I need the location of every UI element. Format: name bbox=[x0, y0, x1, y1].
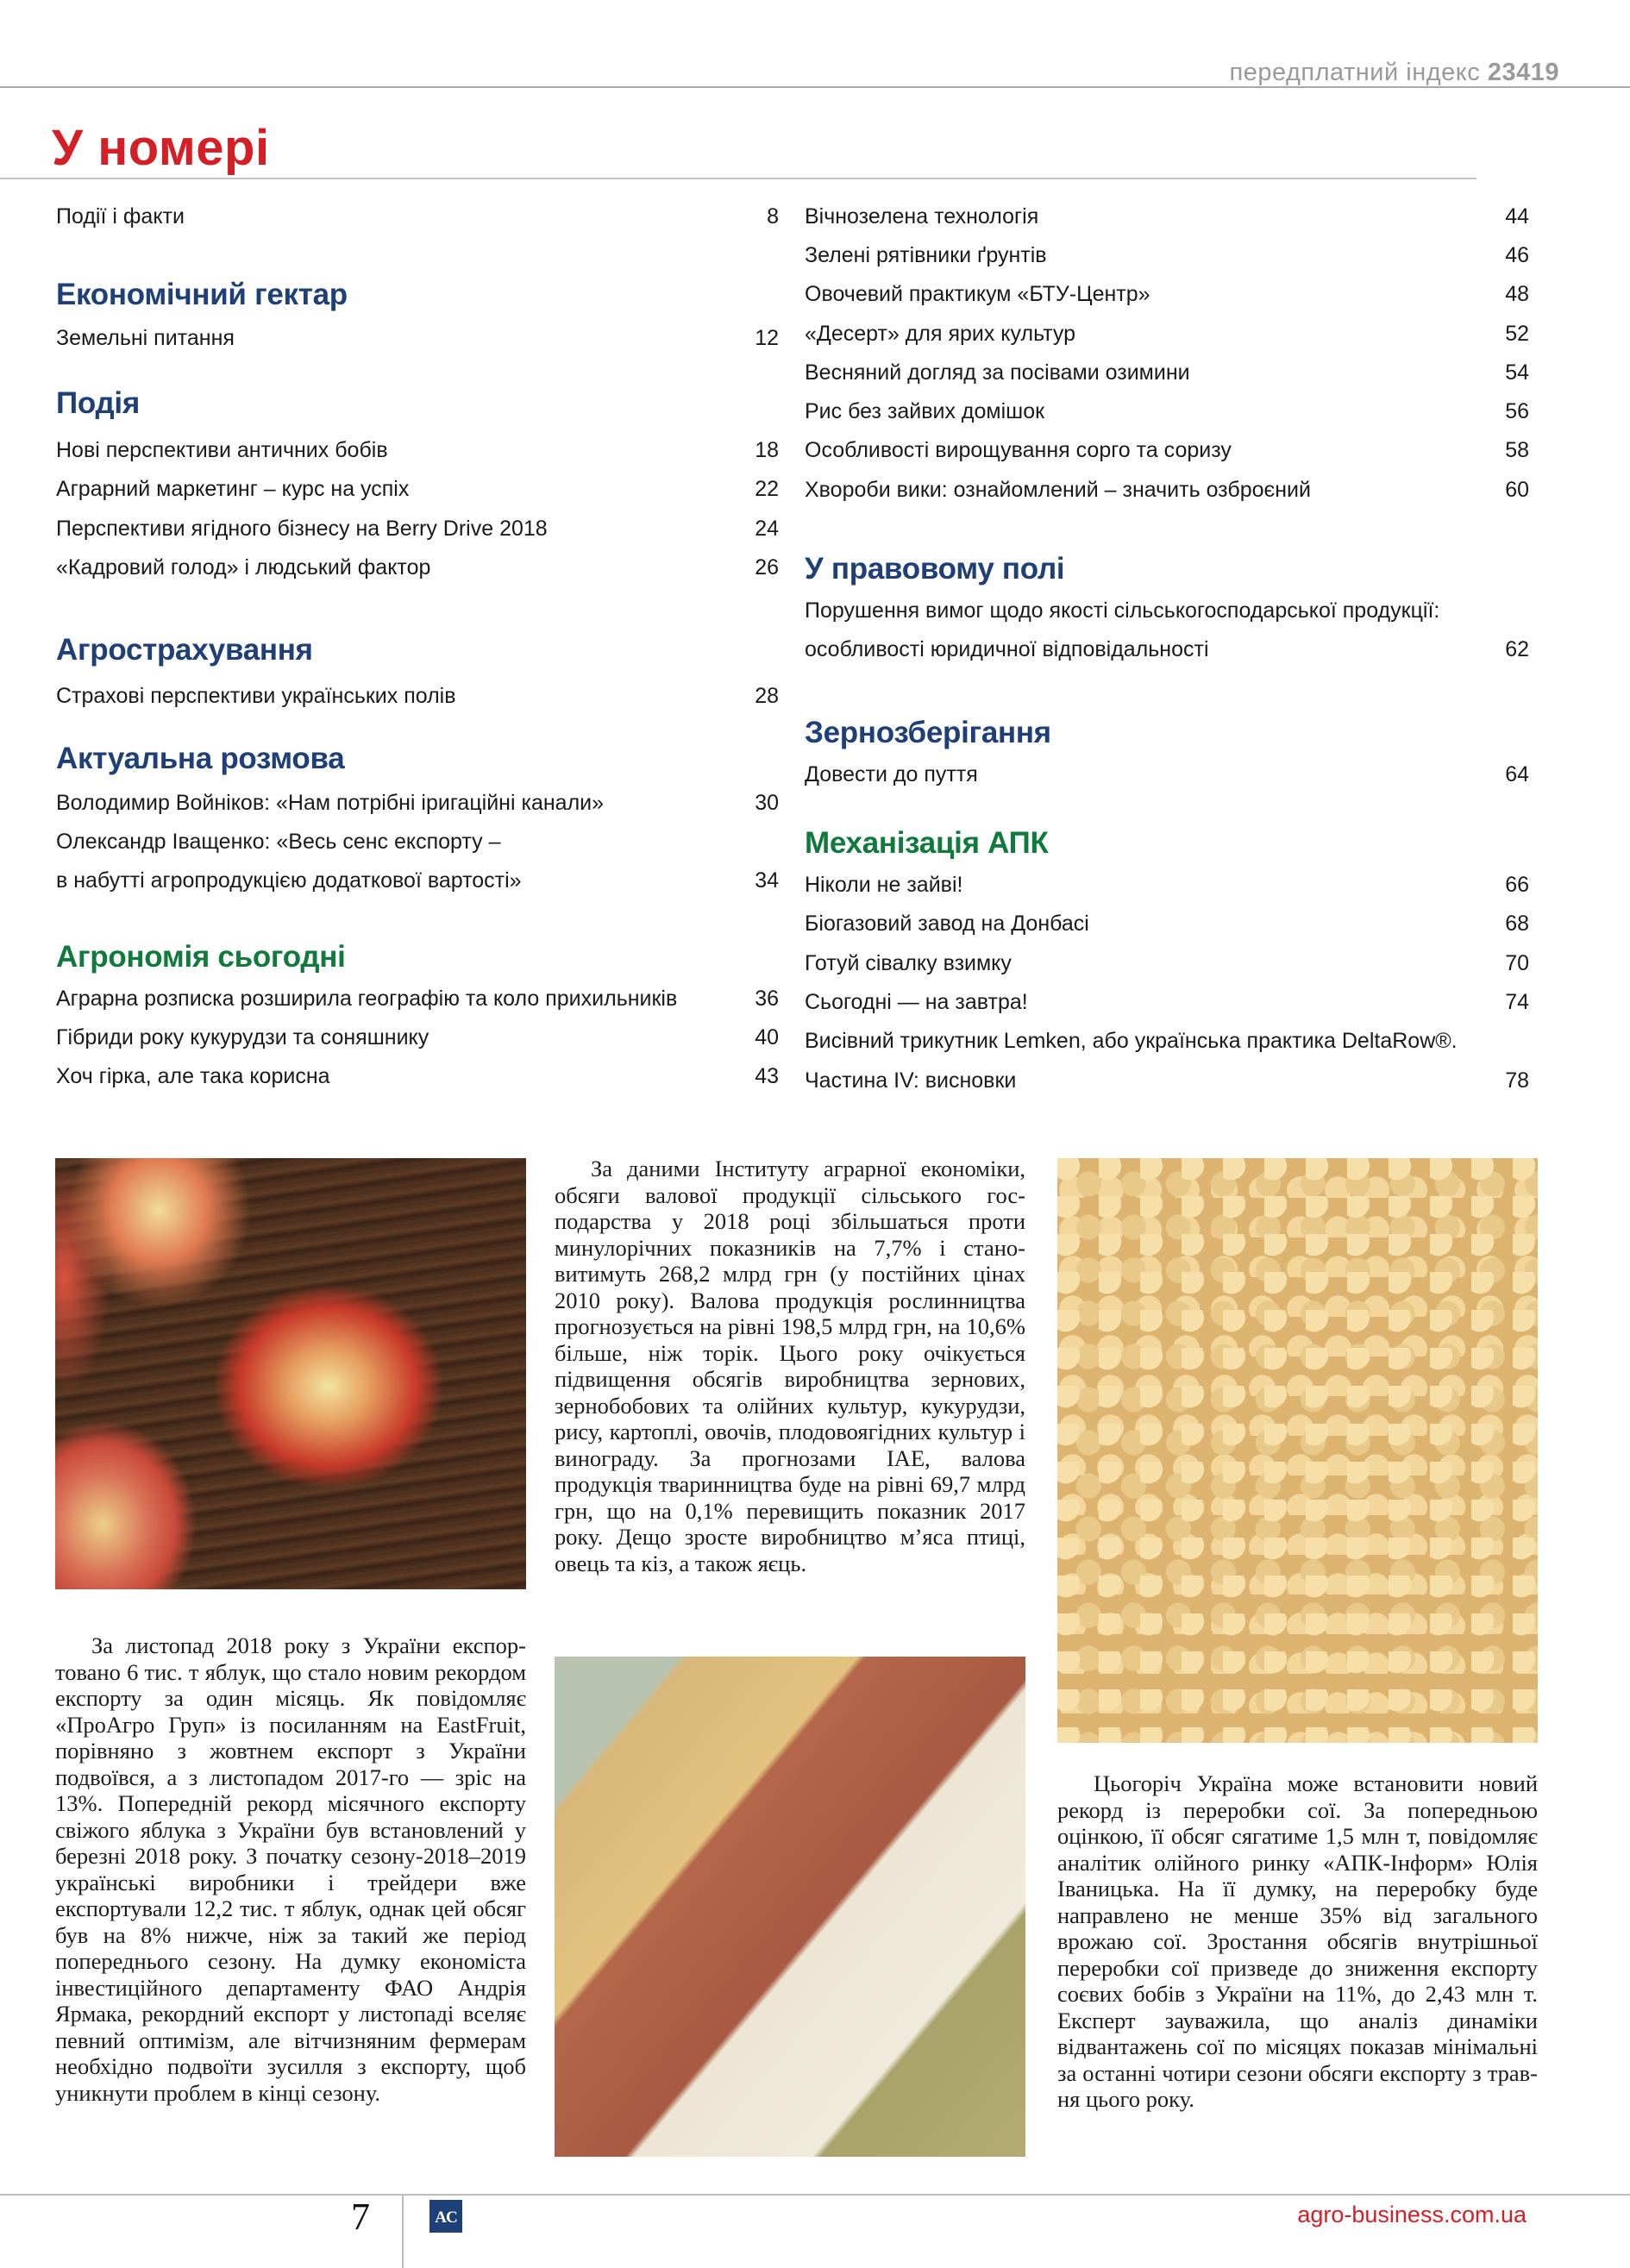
beans-photo bbox=[555, 1657, 1025, 2157]
toc-entry-page: 54 bbox=[1505, 360, 1529, 385]
toc-entry-page: 30 bbox=[755, 791, 779, 815]
article-apple-exports-text: За листопад 2018 року з України експортовано 6 тис. т яблук, що стало новим рекордом експорту за один місяць. Як повідомляє «ПроАгро Груп» із посиланням на EastFruit, порівняно з жовтнем експорт з України подвоївся, а з листопадом 2017-го — зріс на 13%. Попередній рекорд місячного експорту свіжого яблука з України був встановлений у березні 2018 року. З початку сезону-2018–2019 українські виробники і трейдери вже експортували 12,2 тис. т яблук, однак цей обсяг був на 8% нижче, ніж за такий же період попереднього сезону. На думку економіста інвестиційного департаменту ФАО Андрія Ярмака, рекордний експорт у листопаді вселяє певний оптимізм, але вітчизняним фермерам необхідно подвоїти зусилля з експорту, щоб уникнути проблем в кінці сезону. bbox=[55, 1632, 526, 2106]
toc-entry-title: Страхові перспективи українських полів bbox=[56, 684, 456, 708]
toc-entry-title: Перспективи ягідного бізнесу на Berry Drive 2018 bbox=[56, 517, 548, 541]
footer-rule bbox=[0, 2194, 1630, 2196]
toc-entry-title: Весняний догляд за посівами озимини bbox=[805, 360, 1190, 385]
toc-entry-page: 74 bbox=[1505, 990, 1529, 1014]
toc-entry-page: 70 bbox=[1505, 951, 1529, 975]
toc-section-heading: Економічний гектар bbox=[56, 278, 348, 311]
toc-entry-title: Володимир Войніков: «Нам потрібні іригаційні канали» bbox=[56, 791, 605, 815]
toc-entry-title: «Десерт» для ярих культур bbox=[805, 322, 1075, 346]
toc-entry-page: 64 bbox=[1505, 762, 1529, 786]
toc-entry-title: Аграрна розписка розширила географію та коло прихильників bbox=[56, 987, 678, 1011]
toc-entry-page: 56 bbox=[1505, 399, 1529, 423]
toc-entry-page: 18 bbox=[755, 438, 779, 462]
toc-entry-title: Нові перспективи античних бобів bbox=[56, 438, 388, 462]
toc-entry-page: 22 bbox=[755, 477, 779, 501]
toc-entry-title: Особливості вирощування сорго та соризу bbox=[805, 438, 1232, 462]
toc-entry-page: 48 bbox=[1505, 282, 1529, 306]
article-soy-processing-text: Цьогоріч Україна може встановити новий рекорд із переробки сої. За попередньою оцінкою, її обсяг сягатиме 1,5 млн т, повідомляє аналітик олійного ринку «АПК-Інформ» Юлія Іваницька. На її думку, на переробку буде направлено не менше 35% від загального врожаю сої. Зростання обсягів внутрішньої переробки сої призведе до зниження експорту соєвих бобів з України на 11%, до 2,43 млн т. Експерт зауважила, що аналіз динаміки відвантажень сої по місяцях показав мінімальні за останні чотири сезони обсяги експорту з травня цього року. bbox=[1057, 1770, 1538, 2112]
toc-entry-title: особливості юридичної відповідальності bbox=[805, 637, 1209, 661]
subscription-index bbox=[1230, 59, 1559, 87]
toc-section-heading: Агрострахування bbox=[56, 633, 313, 667]
toc-entry-title: Висівний трикутник Lemken, або українська практика DeltaRow®. bbox=[805, 1029, 1458, 1053]
toc-entry-page: 24 bbox=[755, 517, 779, 541]
soybeans-photo bbox=[1057, 1158, 1538, 1743]
article-apple-exports bbox=[55, 1632, 526, 2106]
toc-entry-title: Земельні питання bbox=[56, 326, 235, 350]
toc-title: У номері bbox=[52, 120, 270, 176]
toc-section-heading: Подія bbox=[56, 386, 140, 420]
toc-section-heading: Актуальна розмова bbox=[56, 742, 345, 775]
toc-entry-page: 44 bbox=[1505, 204, 1529, 229]
toc-entry-page: 43 bbox=[755, 1064, 779, 1088]
toc-entry-title: Хвороби вики: ознайомлений – значить озброєний bbox=[805, 478, 1311, 502]
toc-entry-page: 66 bbox=[1505, 873, 1529, 897]
subscription-number: 23419 bbox=[1487, 59, 1559, 86]
toc-entry-page: 12 bbox=[755, 326, 779, 350]
toc-entry-page: 52 bbox=[1505, 322, 1529, 346]
toc-entry-page: 68 bbox=[1505, 912, 1529, 936]
article-iae-forecast bbox=[555, 1156, 1025, 1576]
ac-logo-icon: AC bbox=[429, 2200, 462, 2233]
toc-entry-title: Олександр Іващенко: «Весь сенс експорту – bbox=[56, 830, 501, 854]
toc-entry-title: Рис без зайвих домішок bbox=[805, 399, 1045, 423]
footer-divider bbox=[402, 2194, 404, 2268]
apples-photo bbox=[55, 1158, 526, 1589]
toc-entry-title: Біогазовий завод на Донбасі bbox=[805, 912, 1089, 936]
toc-entry-page: 40 bbox=[755, 1025, 779, 1049]
article-soy-processing bbox=[1057, 1770, 1538, 2113]
toc-entry-title: Зелені рятівники ґрунтів bbox=[805, 243, 1047, 267]
toc-entry-title: Хоч гірка, але така корисна bbox=[56, 1064, 330, 1088]
toc-entry-title: Події і факти bbox=[56, 204, 185, 229]
toc-entry-title: Вічнозелена технологія bbox=[805, 204, 1039, 229]
toc-entry-page: 78 bbox=[1505, 1068, 1529, 1093]
toc-entry-page: 8 bbox=[767, 204, 779, 229]
toc-entry-page: 26 bbox=[755, 555, 779, 580]
toc-entry-page: 28 bbox=[755, 684, 779, 708]
toc-entry-title: Овочевий практикум «БТУ-Центр» bbox=[805, 282, 1150, 306]
toc-entry-page: 34 bbox=[755, 868, 779, 893]
title-rule bbox=[0, 178, 1476, 179]
toc-entry-title: Ніколи не зайві! bbox=[805, 873, 963, 897]
toc-entry-page: 62 bbox=[1505, 637, 1529, 661]
toc-entry-title: Сьогодні — на завтра! bbox=[805, 990, 1028, 1014]
toc-entry-title: Частина IV: висновки bbox=[805, 1068, 1017, 1093]
toc-entry-title: Готуй сівалку взимку bbox=[805, 951, 1012, 975]
website-link[interactable]: agro-business.com.ua bbox=[1297, 2202, 1527, 2227]
toc-section-heading: Агрономія сьогодні bbox=[56, 940, 346, 974]
toc-entry-title: «Кадровий голод» і людський фактор bbox=[56, 555, 431, 580]
article-iae-forecast-text: За даними Інституту аграрної економіки, обсяги валової продукції сільського господарства у 2018 році збільшаться проти минулорічних показників на 7,7% і становитимуть 268,2 млрд грн (у постійних цінах 2010 року). Валова продукція рослинництва прогнозується на рівні 198,5 млрд грн, на 10,6% більше, ніж торік. Цього року очікується підвищення обсягів виробництва зернових, зернобобових та олійних культур, кукурудзи, рису, картоплі, овочів, плодовоягідних культур і винограду. За прогнозами ІАЕ, валова продукція тваринництва буде на рівні 69,7 млрд грн, що на 0,1% перевищить показник 2017 року. Дещо зросте виробництво м’яса птиці, овець та кіз, а також яєць. bbox=[555, 1156, 1025, 1576]
toc-entry-page: 58 bbox=[1505, 438, 1529, 462]
toc-entry-page: 46 bbox=[1505, 243, 1529, 267]
toc-entry-title: Аграрний маркетинг – курс на успіх bbox=[56, 477, 410, 501]
toc-entry-title: в набутті агропродукцією додаткової вартості» bbox=[56, 868, 522, 893]
toc-entry-title: Порушення вимог щодо якості сільськогосподарської продукції: bbox=[805, 598, 1440, 623]
header-rule bbox=[0, 86, 1630, 88]
toc-entry-title: Довести до пуття bbox=[805, 762, 978, 786]
toc-entry-title: Гібриди року кукурудзи та соняшнику bbox=[56, 1025, 429, 1049]
page-number: 7 bbox=[351, 2196, 370, 2238]
toc-entry-page: 36 bbox=[755, 987, 779, 1011]
toc-entry-page: 60 bbox=[1505, 478, 1529, 502]
toc-section-heading: Зернозберігання bbox=[805, 716, 1051, 749]
subscription-label: передплатний індекс bbox=[1229, 59, 1481, 86]
toc-section-heading: Механізація АПК bbox=[805, 826, 1049, 860]
toc-section-heading: У правовому полі bbox=[805, 552, 1065, 586]
